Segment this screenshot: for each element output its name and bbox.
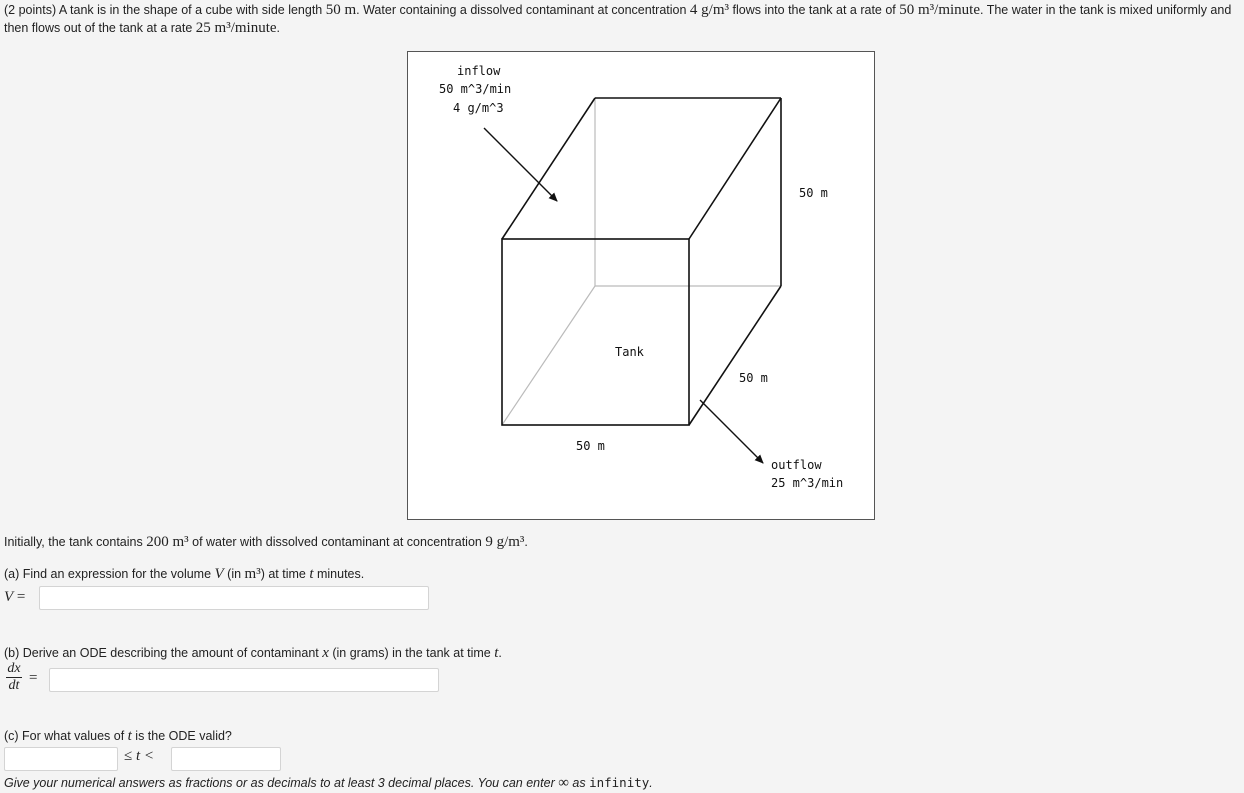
part-a-label: (a): [4, 567, 20, 581]
problem-statement: (2 points) A tank is in the shape of a cube with side length 50 m. Water containing a dissolved contaminant at concentration 4 g/m³ flows into the tank at a rate of 50 m³/minute. The water in the tank is mixed uniformly and then flows out of the tank at a rate 25 m³/minute.: [4, 2, 1232, 36]
inflow-rate: 50 m³/minute: [899, 2, 980, 18]
inequality-symbols: ≤ t <: [124, 748, 155, 764]
tank-label: Tank: [615, 345, 644, 359]
height-dimension-label: 50 m: [739, 371, 768, 385]
initial-concentration: 9 g/m³: [485, 534, 525, 550]
part-b-equals: =: [29, 670, 38, 686]
inflow-arrow: [484, 128, 557, 201]
initial-conditions: Initially, the tank contains 200 m³ of water with dissolved contaminant at concentration 9 g/m³.: [4, 534, 528, 550]
outflow-arrow: [700, 400, 763, 463]
volume-answer-input[interactable]: [39, 586, 429, 610]
part-b-question: (b) Derive an ODE describing the amount of contaminant x (in grams) in the tank at time t.: [4, 645, 502, 661]
ode-answer-input[interactable]: [49, 668, 439, 692]
answer-format-note: Give your numerical answers as fractions or as decimals to at least 3 decimal places. You can enter ∞ as infinity.: [4, 775, 653, 791]
side-length: 50 m: [325, 2, 357, 18]
inflow-rate-label: 50 m^3/min: [439, 82, 512, 96]
part-a-question: (a) Find an expression for the volume V (in m³) at time t minutes.: [4, 566, 365, 582]
t-lower-bound-input[interactable]: [4, 747, 118, 771]
width-dimension-label: 50 m: [576, 439, 605, 453]
t-upper-bound-input[interactable]: [171, 747, 281, 771]
derivative-denominator: dt: [8, 678, 20, 693]
part-b-label: (b): [4, 646, 20, 660]
points-label: (2 points): [4, 3, 57, 17]
part-c-label: (c): [4, 729, 19, 743]
depth-dimension-label: 50 m: [799, 186, 828, 200]
outflow-rate-label: 25 m^3/min: [771, 476, 844, 490]
inflow-label: inflow: [457, 64, 501, 78]
inflow-concentration: 4 g/m³: [689, 2, 730, 18]
infinity-keyword: infinity: [589, 775, 650, 790]
inflow-concentration-label: 4 g/m^3: [453, 101, 504, 115]
part-c-question: (c) For what values of t is the ODE valid?: [4, 728, 232, 744]
outflow-rate: 25 m³/minute: [195, 20, 277, 36]
derivative-numerator: dx: [7, 661, 21, 676]
initial-volume: 200 m³: [146, 534, 189, 550]
derivative-fraction: [6, 661, 22, 694]
cube-drawing: [408, 52, 874, 519]
part-a-lhs: V =: [4, 589, 26, 605]
outflow-label: outflow: [771, 458, 822, 472]
infinity-symbol: ∞: [558, 775, 569, 791]
tank-diagram: [407, 51, 875, 520]
